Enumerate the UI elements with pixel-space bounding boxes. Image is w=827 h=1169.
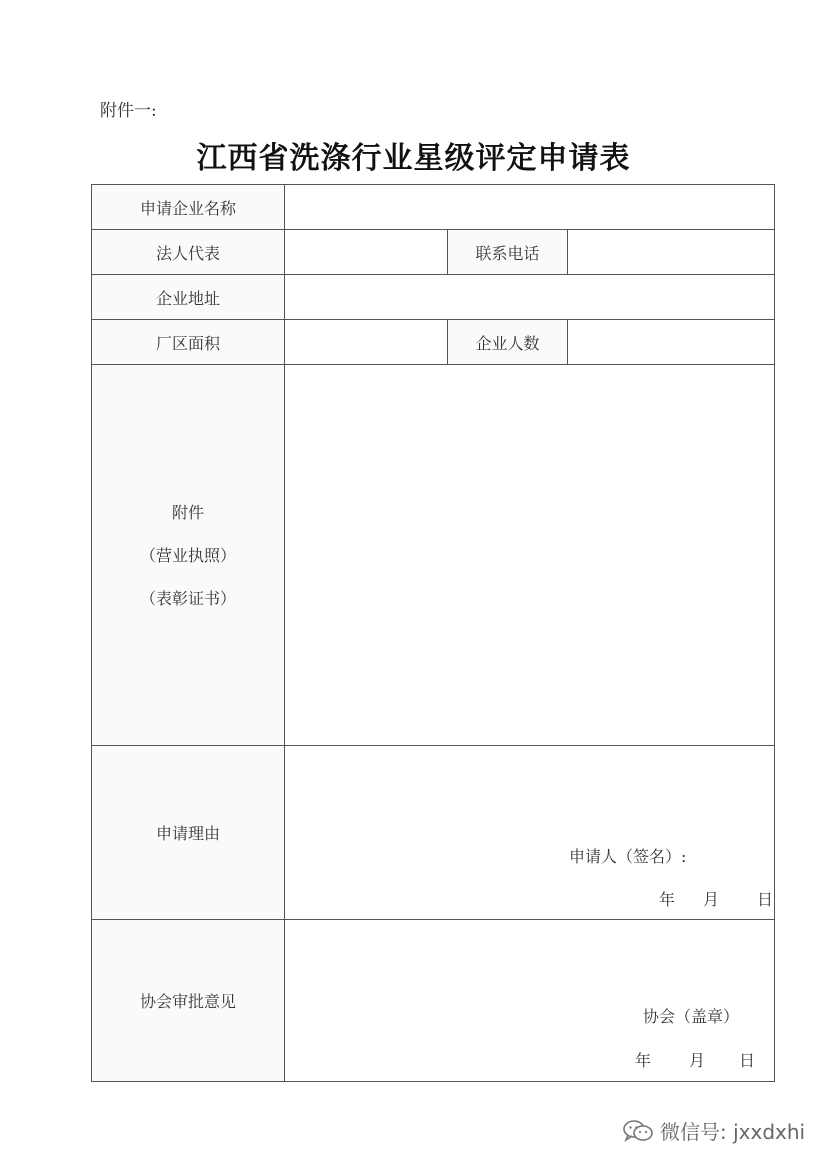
phone-label: 联系电话 [448, 230, 568, 275]
plant-area-label: 厂区面积 [92, 320, 285, 365]
approval-date [635, 1048, 755, 1071]
approval-month: 月 [689, 1051, 706, 1070]
reason-date [659, 887, 773, 910]
attachments-area[interactable] [285, 365, 775, 746]
application-form-table [91, 184, 775, 1082]
wechat-watermark [622, 1116, 805, 1145]
reason-month: 月 [703, 890, 720, 909]
row-plant-area [92, 320, 775, 365]
company-name-label: 申请企业名称 [92, 185, 285, 230]
attachments-business-license: （营业执照） [139, 545, 236, 565]
approval-label: 协会审批意见 [92, 920, 285, 1082]
legal-rep-label: 法人代表 [92, 230, 285, 275]
reason-year: 年 [659, 890, 676, 909]
approval-area[interactable] [285, 920, 775, 1082]
row-legal-rep [92, 230, 775, 275]
reason-label: 申请理由 [92, 746, 285, 920]
applicant-signature-label: 申请人（签名）: [569, 847, 687, 866]
page-title: 江西省洗涤行业星级评定申请表 [196, 141, 631, 176]
approval-year: 年 [635, 1051, 652, 1070]
reason-area[interactable] [285, 746, 775, 920]
employees-label: 企业人数 [448, 320, 568, 365]
row-approval [92, 920, 775, 1082]
association-seal-label: 协会（盖章） [643, 1007, 740, 1026]
reason-day: 日 [757, 890, 774, 909]
legal-rep-field[interactable] [285, 230, 448, 275]
address-field[interactable] [285, 275, 775, 320]
wechat-icon [622, 1118, 654, 1144]
approval-day: 日 [739, 1051, 756, 1070]
row-reason [92, 746, 775, 920]
attachments-title: 附件 [171, 502, 204, 522]
address-label: 企业地址 [92, 275, 285, 320]
attachments-certificates: （表彰证书） [139, 588, 236, 608]
watermark-text: 微信号: jxxdxhi [660, 1120, 806, 1144]
row-attachments [92, 365, 775, 746]
plant-area-field[interactable] [285, 320, 448, 365]
attachments-label [92, 365, 285, 746]
row-company-name [92, 185, 775, 230]
attachment-label: 附件一: [100, 101, 157, 121]
employees-field[interactable] [568, 320, 775, 365]
company-name-field[interactable] [285, 185, 775, 230]
phone-field[interactable] [568, 230, 775, 275]
row-address [92, 275, 775, 320]
